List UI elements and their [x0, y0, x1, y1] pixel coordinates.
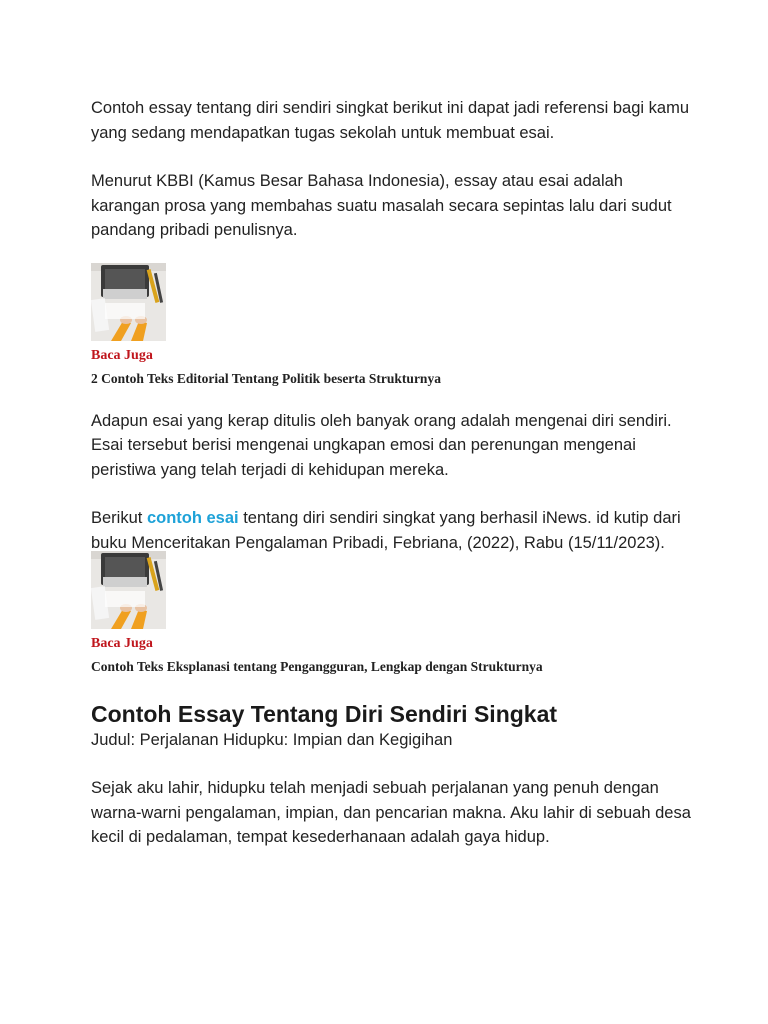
kbbi-paragraph: Menurut KBBI (Kamus Besar Bahasa Indonesia), essay atau esai adalah karangan prosa yang membahas suatu masalah secara sepintas lalu dari sudut pandang pribadi penulisnya.: [91, 172, 672, 239]
closing-paragraph: Sejak aku lahir, hidupku telah menjadi sebuah perjalanan yang penuh dengan warna-warni pengalaman, impian, dan pencarian makna. Aku lahir di sebuah desa kecil di pedalaman, tempat kesederhanaan adalah gaya hidup.: [91, 779, 691, 846]
laptop-photo-icon: [91, 263, 166, 341]
contoh-esai-link[interactable]: contoh esai: [146, 509, 239, 527]
baca-juga-label-2: Baca Juga: [91, 636, 153, 651]
baca-juga-label-1: Baca Juga: [91, 347, 153, 363]
related-article-link-1[interactable]: 2 Contoh Teks Editorial Tentang Politik beserta Strukturnya: [91, 370, 441, 386]
intro-paragraph: Contoh essay tentang diri sendiri singkat berikut ini dapat jadi referensi bagi kamu yang sedang mendapatkan tugas sekolah untuk membuat esai.: [91, 99, 690, 142]
adapun-paragraph: Adapun esai yang kerap ditulis oleh banyak orang adalah mengenai diri sendiri. Esai tersebut berisi mengenai ungkapan emosi dan perenungan mengenai peristiwa yang telah terjadi di kehidupan mereka.: [91, 411, 672, 479]
section-heading: Contoh Essay Tentang Diri Sendiri Singkat: [91, 701, 558, 727]
related-thumbnail-1[interactable]: [91, 263, 166, 341]
laptop-photo-icon: [91, 551, 166, 629]
related-article-link-2[interactable]: Contoh Teks Eksplanasi tentang Pengangguran, Lengkap dengan Strukturnya: [91, 659, 543, 674]
article-body: [91, 96, 691, 850]
berikut-paragraph: [91, 506, 691, 555]
berikut-text-start: Berikut: [91, 509, 147, 527]
related-thumbnail-2[interactable]: [91, 551, 166, 629]
essay-subtitle: Judul: Perjalanan Hidupku: Impian dan Kegigihan: [91, 731, 453, 749]
berikut-text-end: tentang diri sendiri singkat yang berhasil iNews. id kutip dari buku Menceritakan Pengalaman Pribadi, Febriana, (2022), Rabu (15/11/2023).: [91, 509, 681, 552]
